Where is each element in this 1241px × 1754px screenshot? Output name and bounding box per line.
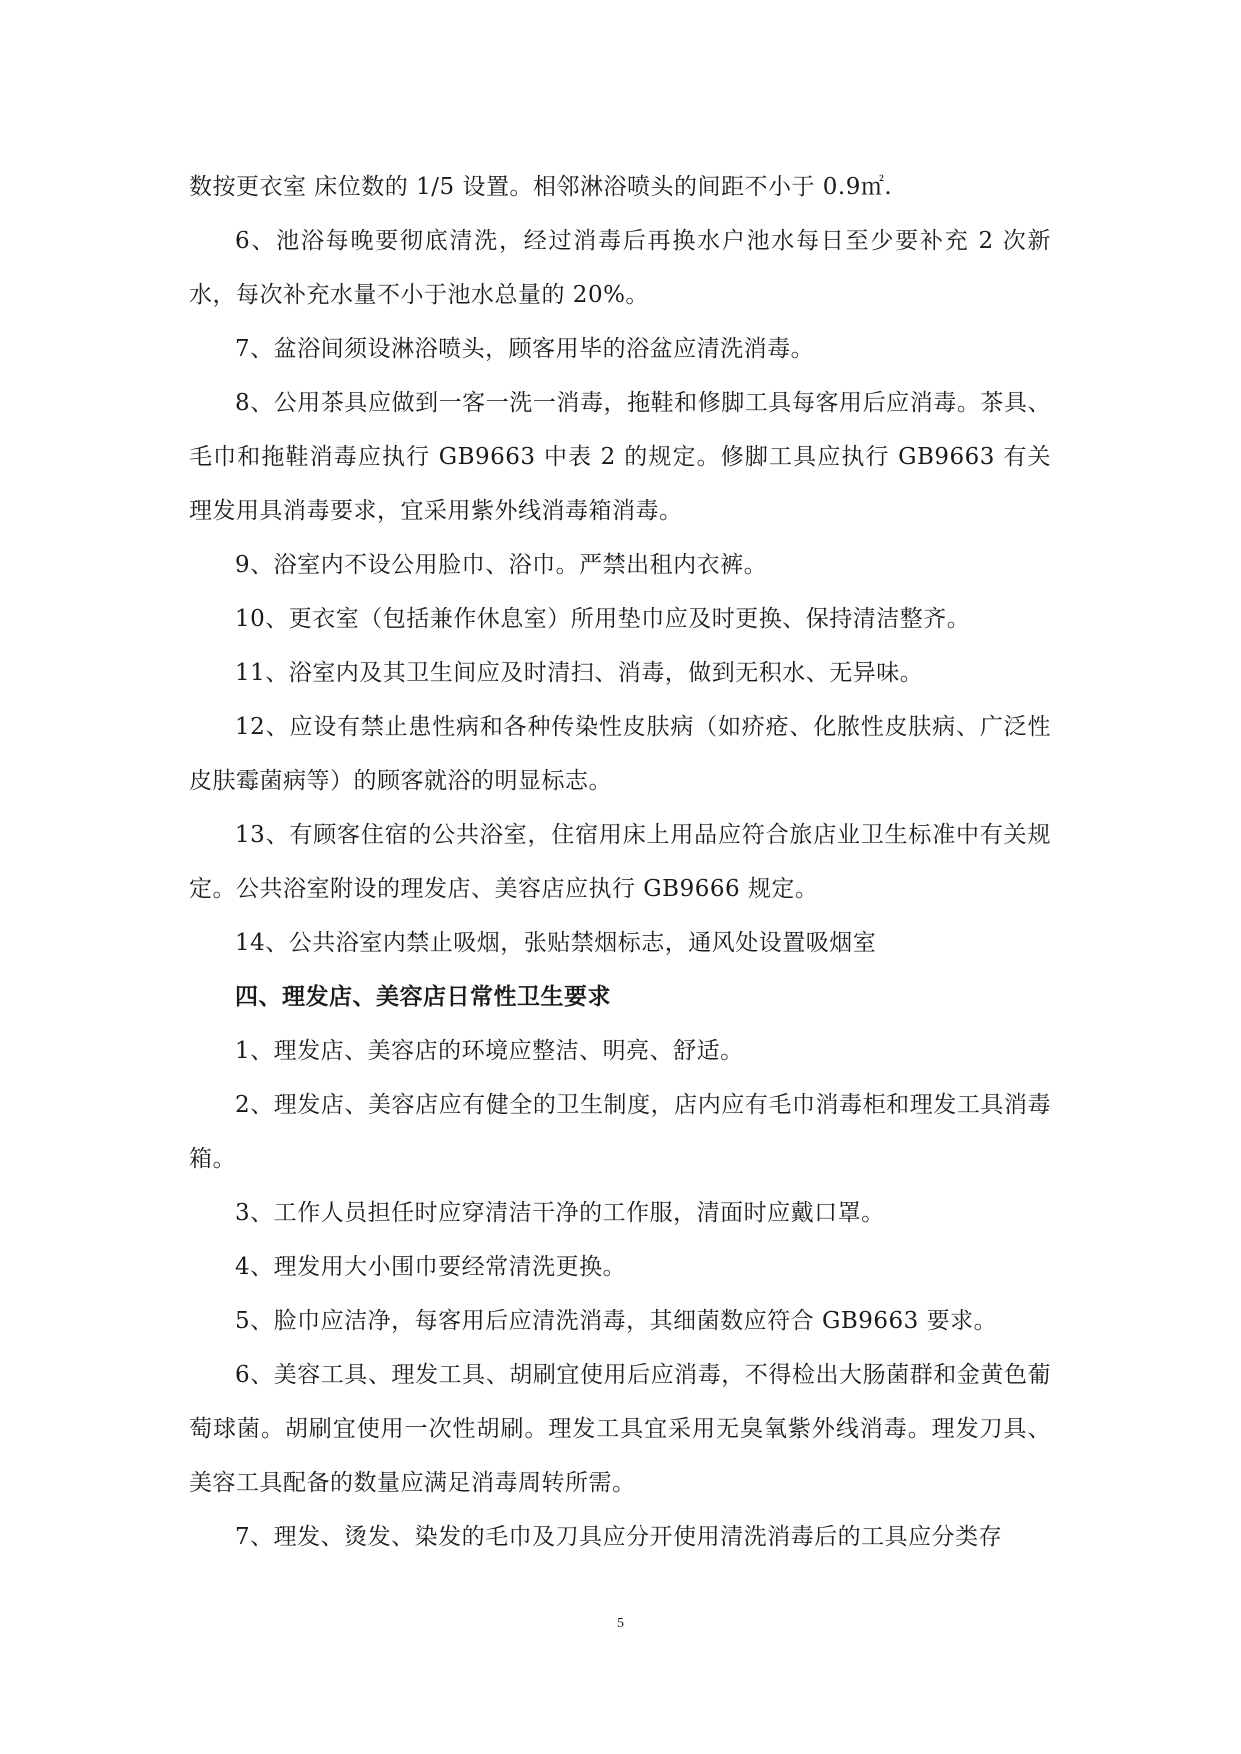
- paragraph: 6、池浴每晚要彻底清洗，经过消毒后再换水户池水每日至少要补充 2 次新水，每次补充水量不小于池水总量的 20%。: [189, 228, 1051, 308]
- paragraph: 10、更衣室（包括兼作休息室）所用垫巾应及时更换、保持清洁整齐。: [235, 606, 971, 632]
- page-number: 5: [617, 1616, 624, 1631]
- paragraph: 4、理发用大小围巾要经常清洗更换。: [235, 1254, 627, 1280]
- paragraph: 3、工作人员担任时应穿清洁干净的工作服，清面时应戴口罩。: [235, 1200, 885, 1226]
- document-body: [189, 160, 1051, 1564]
- paragraph: 12、应设有禁止患性病和各种传染性皮肤病（如疥疮、化脓性皮肤病、广泛性皮肤霉菌病等）的顾客就浴的明显标志。: [189, 714, 1051, 794]
- paragraph: 7、盆浴间须设淋浴喷头，顾客用毕的浴盆应清洗消毒。: [235, 336, 815, 362]
- paragraph: 8、公用茶具应做到一客一洗一消毒，拖鞋和修脚工具每客用后应消毒。茶具、毛巾和拖鞋消毒应执行 GB9663 中表 2 的规定。修脚工具应执行 GB9663 有关理发用具消毒要求，宜采用紫外线消毒箱消毒。: [189, 390, 1051, 524]
- paragraph: 1、理发店、美容店的环境应整洁、明亮、舒适。: [235, 1038, 744, 1064]
- paragraph: 11、浴室内及其卫生间应及时清扫、消毒，做到无积水、无异味。: [235, 660, 924, 686]
- paragraph: 6、美容工具、理发工具、胡刷宜使用后应消毒，不得检出大肠菌群和金黄色葡萄球菌。胡刷宜使用一次性胡刷。理发工具宜采用无臭氧紫外线消毒。理发刀具、美容工具配备的数量应满足消毒周转所需。: [189, 1362, 1051, 1496]
- section-heading: 四、理发店、美容店日常性卫生要求: [235, 983, 611, 1010]
- paragraph: 9、浴室内不设公用脸巾、浴巾。严禁出租内衣裤。: [235, 552, 768, 578]
- paragraph: 2、理发店、美容店应有健全的卫生制度，店内应有毛巾消毒柜和理发工具消毒箱。: [189, 1092, 1051, 1172]
- paragraph: 7、理发、烫发、染发的毛巾及刀具应分开使用清洗消毒后的工具应分类存: [235, 1524, 1003, 1550]
- paragraph: 13、有顾客住宿的公共浴室，住宿用床上用品应符合旅店业卫生标准中有关规定。公共浴室附设的理发店、美容店应执行 GB9666 规定。: [189, 822, 1051, 902]
- paragraph: 14、公共浴室内禁止吸烟，张贴禁烟标志，通风处设置吸烟室: [235, 930, 877, 956]
- paragraph: 数按更衣室 床位数的 1/5 设置。相邻淋浴喷头的间距不小于 0.9㎡.: [189, 174, 893, 200]
- paragraph: 5、脸巾应洁净，每客用后应清洗消毒，其细菌数应符合 GB9663 要求。: [235, 1308, 998, 1334]
